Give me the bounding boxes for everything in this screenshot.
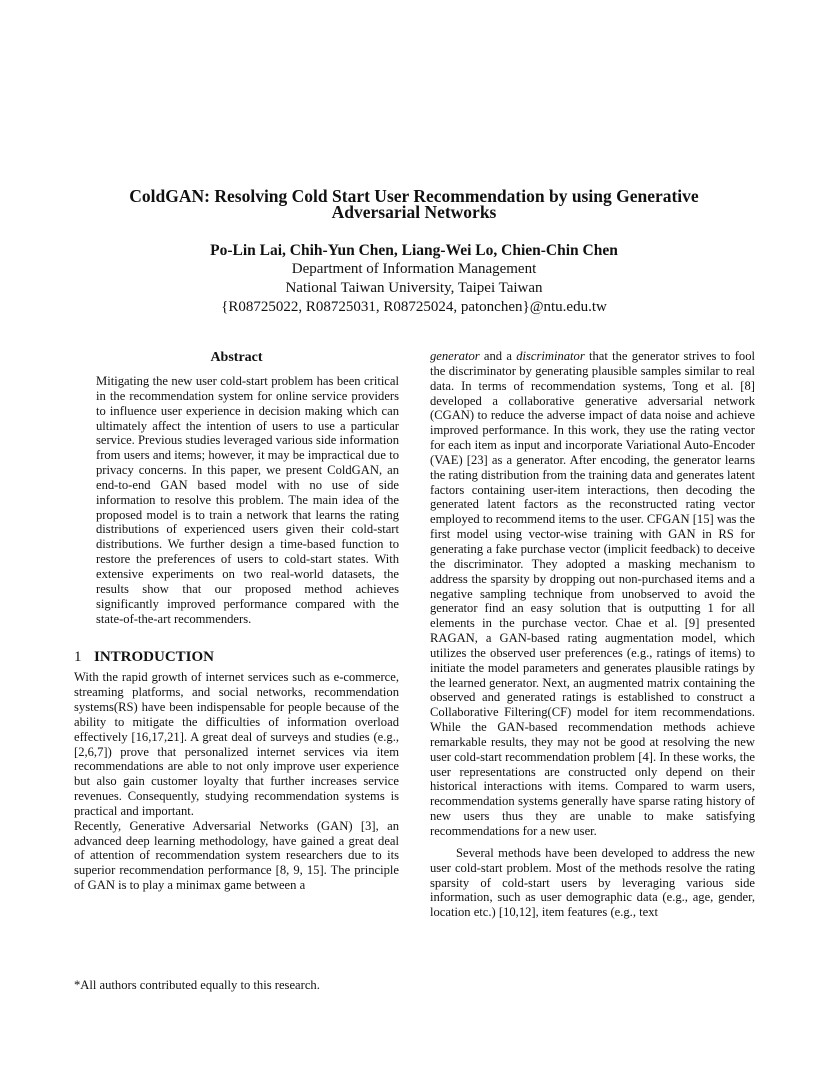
title-line-2: Adversarial Networks bbox=[331, 202, 497, 222]
section-title: INTRODUCTION bbox=[94, 649, 215, 666]
left-column bbox=[74, 349, 399, 893]
affiliation bbox=[60, 260, 768, 317]
department: Department of Information Management bbox=[291, 261, 537, 277]
term-generator: generator bbox=[430, 349, 480, 363]
author-list: Po-Lin Lai, Chih-Yun Chen, Liang-Wei Lo, Chien-Chin Chen bbox=[210, 242, 618, 259]
term-discriminator: discriminator bbox=[516, 349, 585, 363]
right-paragraph-2: Several methods have been developed to address the new user cold-start problem. Most of the methods resolve the rating sparsity of cold-start users by leveraging various side information, such as user demographic data (e.g., age, gender, location etc.) [10,12], item features (e.g., text bbox=[430, 845, 755, 920]
section-heading-introduction bbox=[74, 648, 399, 666]
abstract-body bbox=[74, 374, 399, 626]
right-column bbox=[430, 349, 755, 920]
author-emails: {R08725022, R08725031, R08725024, patonchen}@ntu.edu.tw bbox=[221, 299, 607, 315]
right-paragraph-1-rest: that the generator strives to fool the discriminator by generating plausible samples similar to real data. In terms of recommendation systems, Tong et al. [8] developed a collaborative generative adversarial network (CGAN) to reduce the adverse impact of data noise and achieve improved performance. In this work, they use the rating vector for each item as input and incorporate Variational Auto-Encoder (VAE) [23] as a generator. After encoding, the generator learns the rating distribution from the training data and generates latent factors containing user-item interactions, then decoding the generated latent factors as the reconstructed rating vector employed to recommend items to the user. CFGAN [15] was the first model using vector-wise training with GAN in RS for generating a fake purchase vector (implicit feedback) to deceive the discriminator. They adopted a masking mechanism to address the sparsity by dropping out non-purchased items and a negative sampling technique from unobserved to avoid the generator find an easy solution that is outputting 1 for all elements in the purchase vector. Chae et al. [9] presented RAGAN, a GAN-based rating augmentation model, which utilizes the observed user preferences (e.g., ratings of items) to initiate the model parameters and generates plausible ratings by the learned generator. Next, an augmented matrix containing the observed and generated ratings is established to construct a Collaborative Filtering(CF) model for item recommendations. While the GAN-based recommendation methods achieve remarkable results, they may not be good at resolving the new user cold-start recommendation problem [4]. In these works, the user representations are constructed only depend on their historical interactions with items. Compared to warm users, recommendation systems generally have sparse rating history of new users thus they are unable to make satisfying recommendations for a new user. bbox=[430, 349, 756, 838]
title-line-1: ColdGAN: Resolving Cold Start User Recommendation by using Generative bbox=[129, 186, 699, 206]
right-paragraph-1 bbox=[430, 349, 755, 839]
university: National Taiwan University, Taipei Taiwan bbox=[285, 280, 543, 296]
paper-title bbox=[60, 188, 768, 220]
intro-paragraph-2: Recently, Generative Adversarial Networks (GAN) [3], an advanced deep learning methodology, have gained a great deal of attention of recommendation system researchers due to its superior recommendation performance [8, 9, 15]. The principle of GAN is to play a minimax game between a bbox=[74, 818, 399, 893]
abstract-text: Mitigating the new user cold-start problem has been critical in the recommendation system for online service providers to influence user experience in decision making which can ultimately affect the intention of users to use a particular service. Previous studies leveraged various side information from users and items; however, it may be impractical due to privacy concerns. In this paper, we present ColdGAN, an end-to-end GAN based model with no use of side information to resolve this problem. The main idea of the proposed model is to train a network that learns the rating distributions of experienced users given their cold-start distributions. We further design a time-based function to restore the preferences of users to cold-start states. With extensive experiments on two real-world datasets, the results show that our proposed method achieves significantly improved performance compared with the state-of-the-art recommenders. bbox=[96, 374, 399, 626]
section-number: 1 bbox=[74, 649, 82, 666]
intro-paragraph-1: With the rapid growth of internet services such as e-commerce, streaming platforms, and social networks, recommendation systems(RS) have been indispensable for people because of the ability to mitigate the difficulties of information overload effectively [16,17,21]. A great deal of surveys and studies (e.g., [2,6,7]) prove that personalized internet services via item recommendations are able to not only improve user experience but also gain customer loyalty that further increases service revenues. Consequently, studying recommendation systems is practical and important. bbox=[74, 670, 399, 818]
abstract-heading: Abstract bbox=[210, 350, 263, 365]
text-and-a: and a bbox=[479, 349, 517, 363]
footnote: *All authors contributed equally to this research. bbox=[74, 978, 320, 992]
